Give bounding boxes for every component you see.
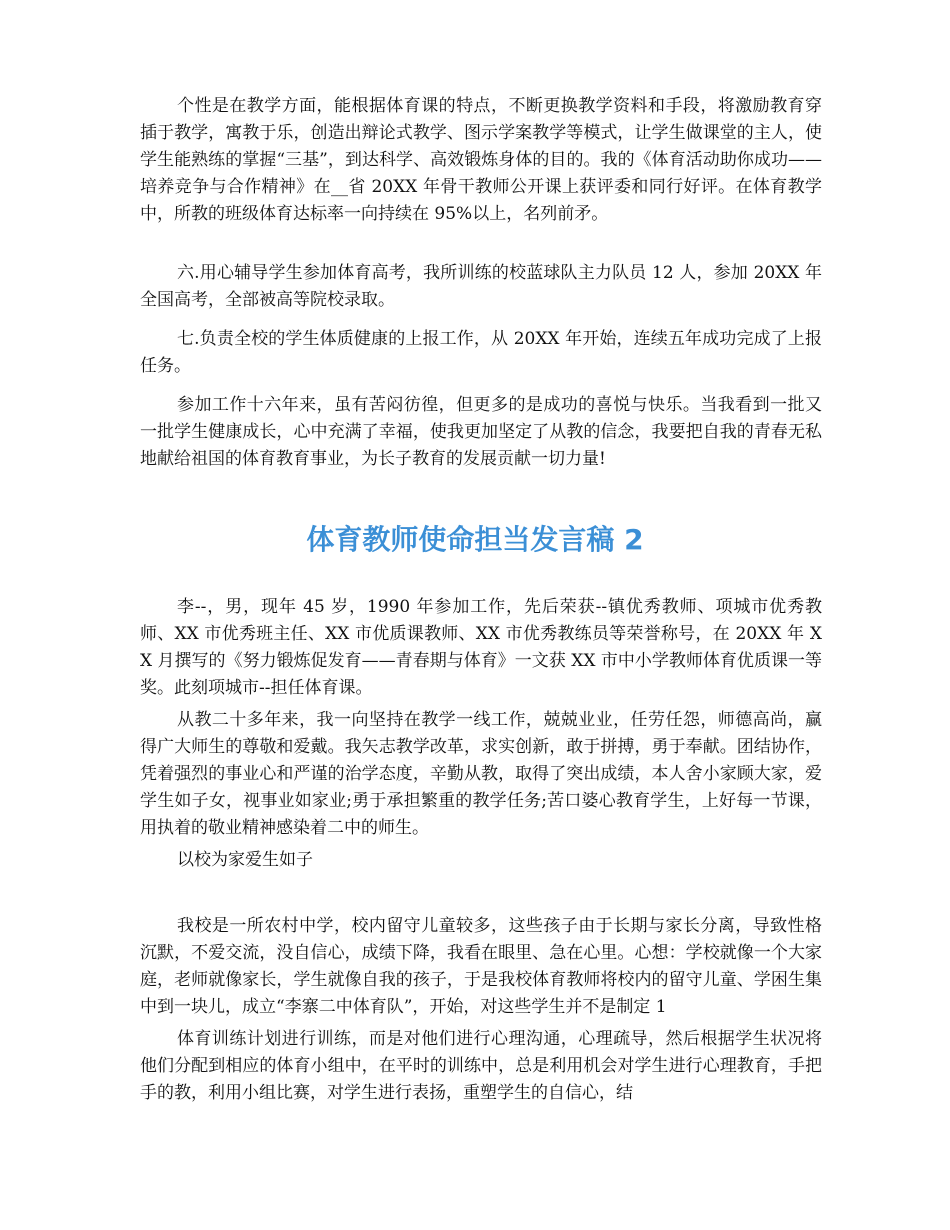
- section-title: 体育教师使命担当发言稿 2: [306, 523, 644, 556]
- paragraph-subheading: 以校为家爱生如子: [177, 850, 313, 870]
- paragraph-bio: 李--，男，现年 45 岁，1990 年参加工作，先后荣获--镇优秀教师、项城市优秀教师、XX 市优秀班主任、XX 市优质课教师、XX 市优秀教练员等荣誉称号，在 20XX 年 XX 月撰写的《努力锻炼促发育——青春期与体育》一文获 XX 市中小学教师体育优质课一等奖。此刻项城市--担任体育课。: [140, 597, 822, 698]
- paragraph-item-six: 六.用心辅导学生参加体育高考，我所训练的校蓝球队主力队员 12 人，参加 20XX 年全国高考，全部被高等院校录取。: [140, 263, 822, 310]
- paragraph-training-plan: 体育训练计划进行训练，而是对他们进行心理沟通，心理疏导，然后根据学生状况将他们分配到相应的体育小组中，在平时的训练中，总是利用机会对学生进行心理教育，手把手的教，利用小组比赛，对学生进行表扬，重塑学生的自信心，结: [140, 1029, 822, 1103]
- paragraph-item-seven: 七.负责全校的学生体质健康的上报工作，从 20XX 年开始，连续五年成功完成了上报任务。: [140, 329, 822, 376]
- paragraph-teaching-features: 个性是在教学方面，能根据体育课的特点，不断更换教学资料和手段，将激励教育穿插于教学，寓教于乐，创造出辩论式教学、图示学案教学等模式，让学生做课堂的主人，使学生能熟练的掌握“三基”，到达科学、高效锻炼身体的目的。我的《体育活动助你成功——培养竞争与合作精神》在__省 20XX 年骨干教师公开课上获评委和同行好评。在体育教学中，所教的班级体育达标率一向持续在 95%以上，名列前矛。: [140, 96, 822, 224]
- paragraph-teaching-years: 从教二十多年来，我一向坚持在教学一线工作，兢兢业业，任劳任怨，师德高尚，赢得广大师生的尊敬和爱戴。我矢志教学改革，求实创新，敢于拼搏，勇于奉献。团结协作，凭着强烈的事业心和严谨的治学态度，辛勤从教，取得了突出成绩，本人舍小家顾大家，爱学生如子女，视事业如家业;勇于承担繁重的教学任务;苦口婆心教育学生，上好每一节课，用执着的敬业精神感染着二中的师生。: [140, 710, 822, 838]
- paragraph-rural-school: 我校是一所农村中学，校内留守儿童较多，这些孩子由于长期与家长分离，导致性格沉默，不爱交流，没自信心，成绩下降，我看在眼里、急在心里。心想：学校就像一个大家庭，老师就像家长，学生就像自我的孩子，于是我校体育教师将校内的留守儿童、学困生集中到一块儿，成立“李寨二中体育队”，开始，对这些学生并不是制定 1: [140, 916, 822, 1017]
- paragraph-conclusion: 参加工作十六年来，虽有苦闷彷徨，但更多的是成功的喜悦与快乐。当我看到一批又一批学生健康成长，心中充满了幸福，使我更加坚定了从教的信念，我要把自我的青春无私地献给祖国的体育教育事业，为长子教育的发展贡献一切力量!: [140, 395, 822, 469]
